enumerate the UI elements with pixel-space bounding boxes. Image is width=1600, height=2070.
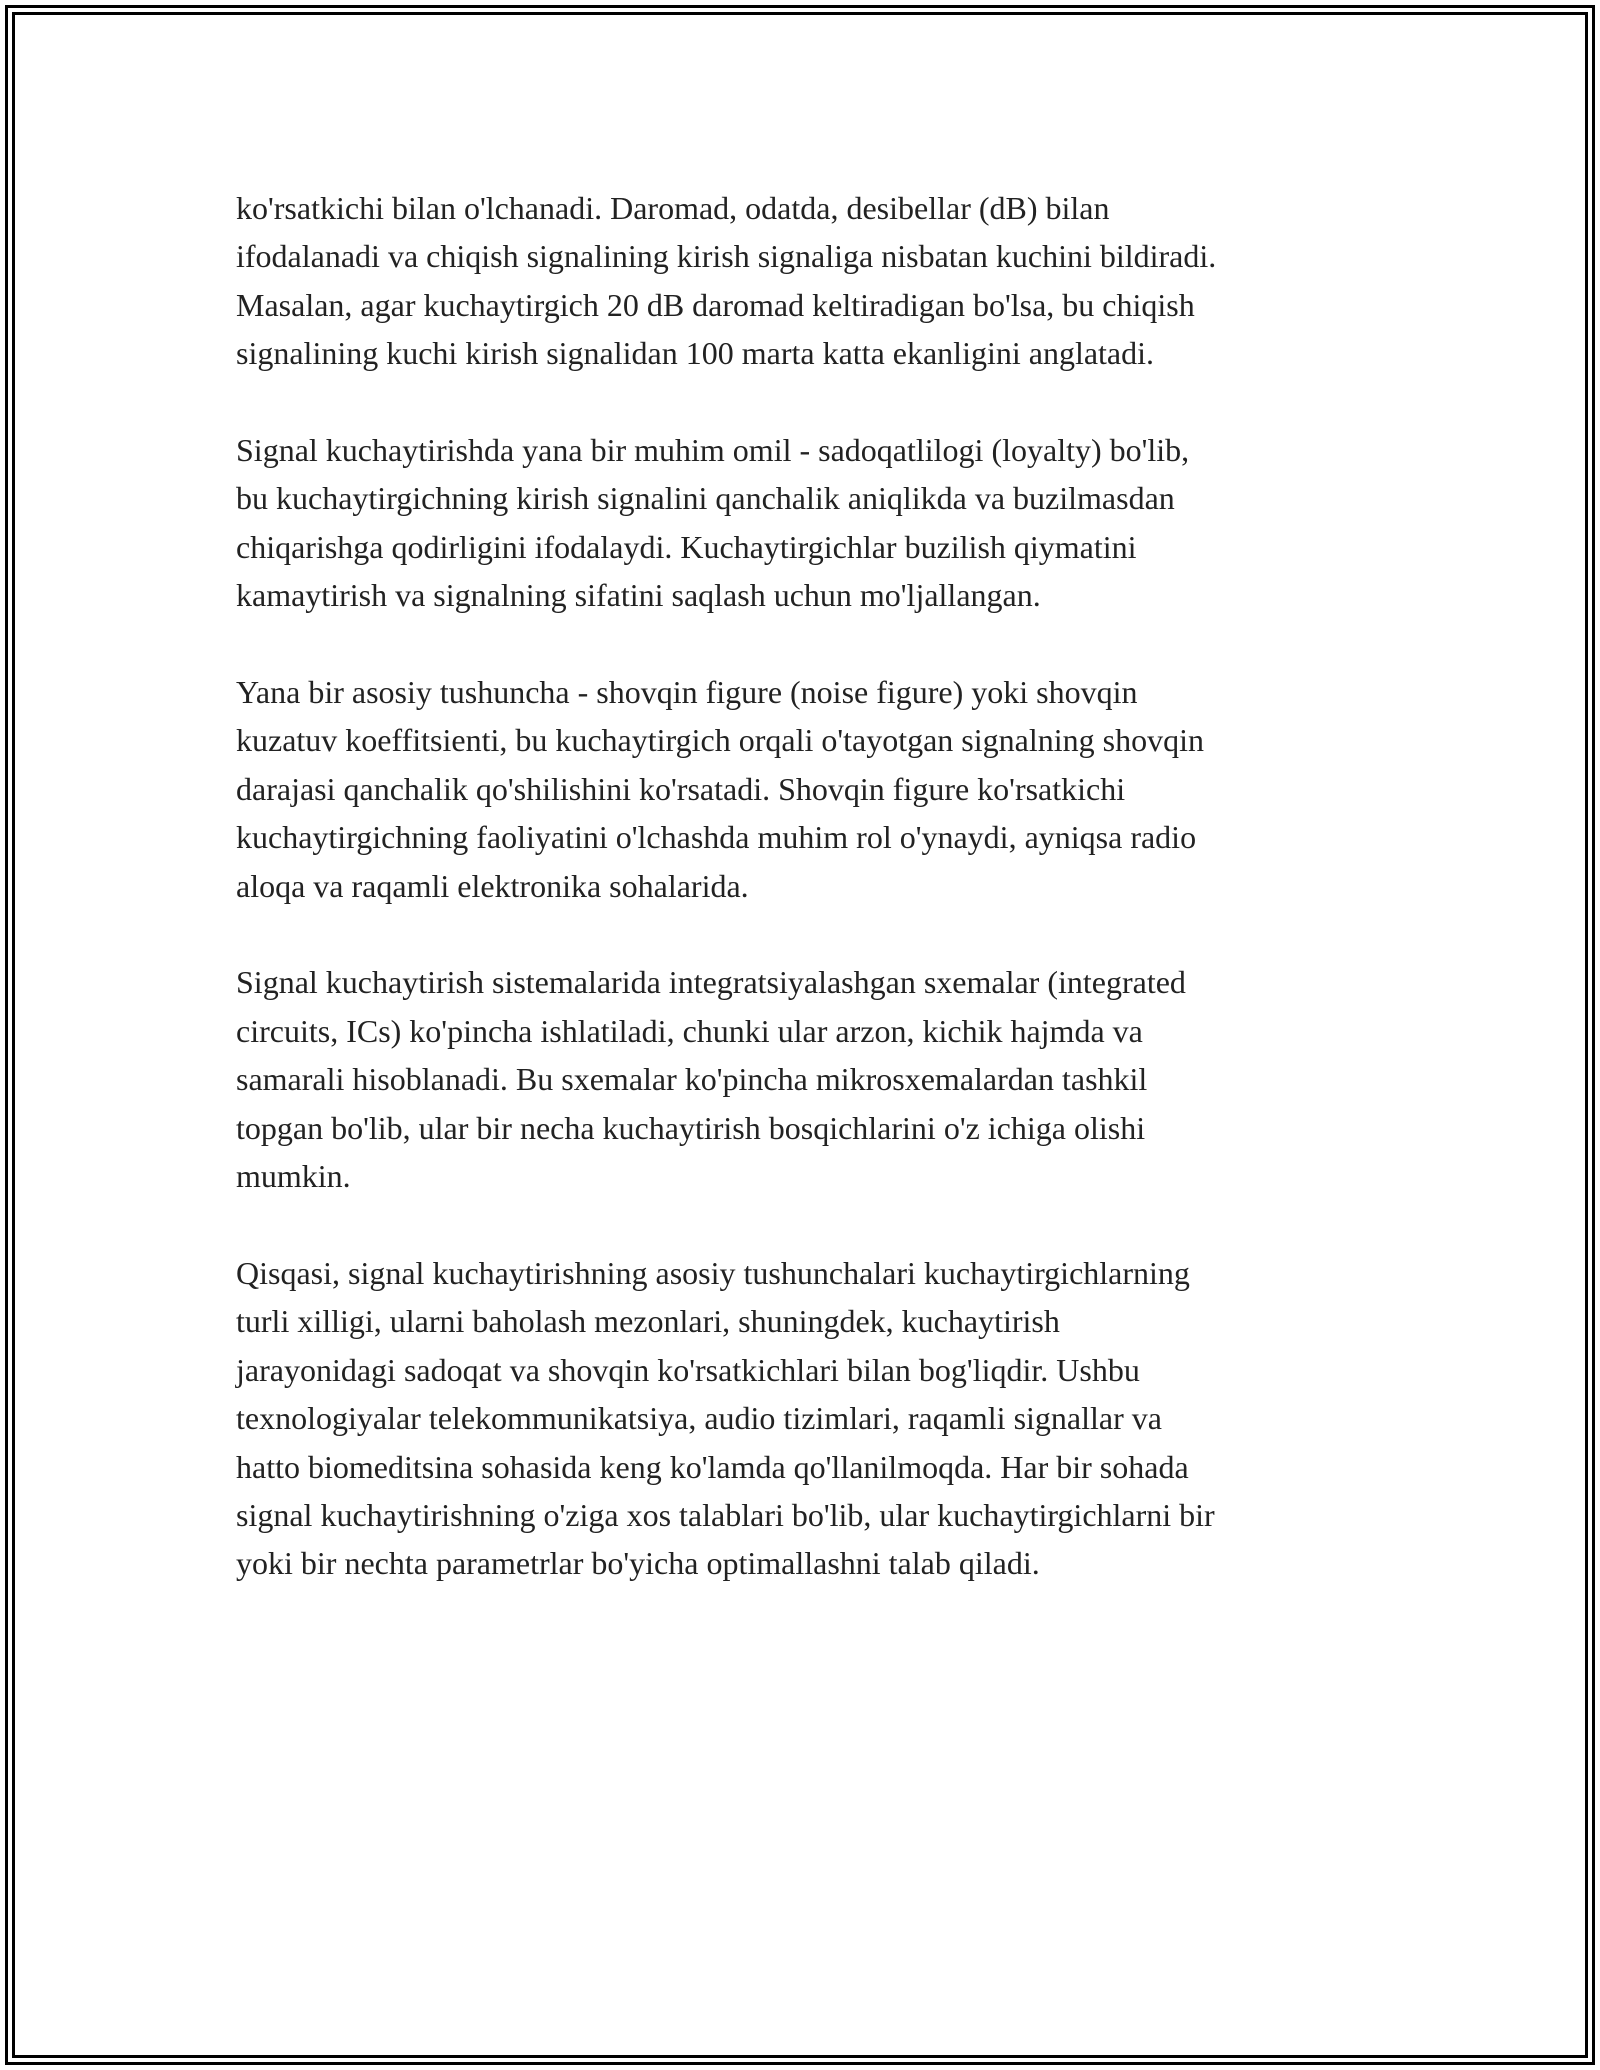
text-line: bu kuchaytirgichning kirish signalini qanchalik aniqlikda va buzilmasdan <box>236 480 1175 517</box>
paragraph-gain <box>236 184 1366 378</box>
text-line: circuits, ICs) ko'pincha ishlatiladi, chunki ular arzon, kichik hajmda va <box>236 1012 1143 1049</box>
text-line: hatto biomeditsina sohasida keng ko'lamda qo'llanilmoqda. Har bir sohada <box>236 1448 1189 1485</box>
text-line: aloqa va raqamli elektronika sohalarida. <box>236 867 749 904</box>
text-line: Signal kuchaytirishda yana bir muhim omil - sadoqatlilogi (loyalty) bo'lib, <box>236 432 1190 469</box>
text-line: ifodalanadi va chiqish signalining kirish signaliga nisbatan kuchini bildiradi. <box>236 238 1217 275</box>
text-line: jarayonidagi sadoqat va shovqin ko'rsatkichlari bilan bog'liqdir. Ushbu <box>236 1351 1140 1388</box>
text-line: darajasi qanchalik qo'shilishini ko'rsatadi. Shovqin figure ko'rsatkichi <box>236 770 1126 807</box>
text-line: turli xilligi, ularni baholash mezonlari, shuningdek, kuchaytirish <box>236 1303 1060 1340</box>
paragraph-integrated-circuits <box>236 958 1366 1200</box>
text-line: signal kuchaytirishning o'ziga xos talablari bo'lib, ular kuchaytirgichlarni bir <box>236 1496 1215 1533</box>
document-body <box>236 184 1366 1636</box>
text-line: samarali hisoblanadi. Bu sxemalar ko'pincha mikrosxemalardan tashkil <box>236 1061 1148 1098</box>
text-line: kuchaytirgichning faoliyatini o'lchashda muhim rol o'ynaydi, ayniqsa radio <box>236 819 1197 856</box>
text-line: kamaytirish va signalning sifatini saqlash uchun mo'ljallangan. <box>236 577 1041 614</box>
text-line: chiqarishga qodirligini ifodalaydi. Kuchaytirgichlar buzilish qiymatini <box>236 528 1137 565</box>
text-line: mumkin. <box>236 1158 351 1195</box>
paragraph-fidelity <box>236 426 1366 620</box>
text-line: signalining kuchi kirish signalidan 100 marta katta ekanligini anglatadi. <box>236 335 1155 372</box>
text-line: kuzatuv koeffitsienti, bu kuchaytirgich orqali o'tayotgan signalning shovqin <box>236 722 1204 759</box>
text-line: Signal kuchaytirish sistemalarida integratsiyalashgan sxemalar (integrated <box>236 964 1186 1001</box>
text-line: Qisqasi, signal kuchaytirishning asosiy tushunchalari kuchaytirgichlarning <box>236 1254 1190 1291</box>
text-line: Masalan, agar kuchaytirgich 20 dB daromad keltiradigan bo'lsa, bu chiqish <box>236 286 1195 323</box>
text-line: ko'rsatkichi bilan o'lchanadi. Daromad, odatda, desibellar (dB) bilan <box>236 190 1110 226</box>
text-line: yoki bir nechta parametrlar bo'yicha optimallashni talab qiladi. <box>236 1545 1040 1582</box>
text-line: Yana bir asosiy tushuncha - shovqin figure (noise figure) yoki shovqin <box>236 674 1138 711</box>
paragraph-noise-figure <box>236 668 1366 910</box>
text-line: texnologiyalar telekommunikatsiya, audio tizimlari, raqamli signallar va <box>236 1400 1162 1437</box>
text-line: topgan bo'lib, ular bir necha kuchaytirish bosqichlarini o'z ichiga olishi <box>236 1109 1146 1146</box>
paragraph-summary <box>236 1249 1366 1588</box>
